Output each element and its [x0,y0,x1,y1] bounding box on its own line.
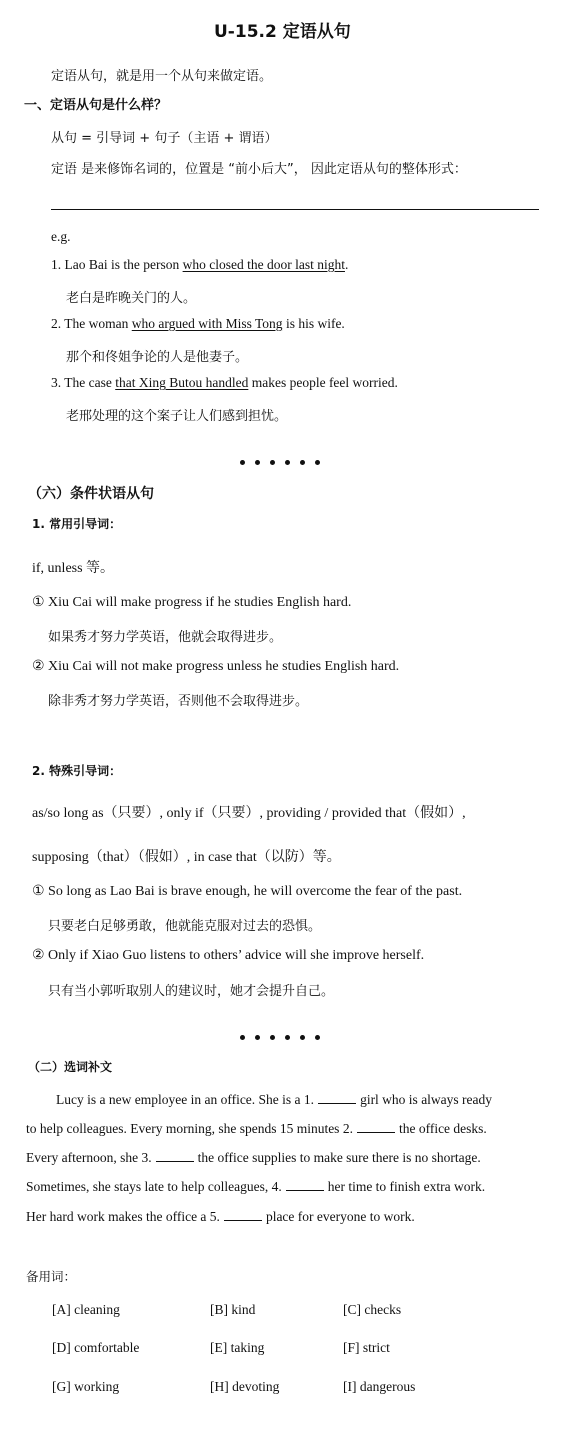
example-translation: 除非秀才努力学英语，否则他不会取得进步。 [48,694,309,709]
cloze-line [26,1178,485,1195]
separator-dot [255,460,260,465]
answer-line [51,209,539,210]
separator-dot [315,1035,320,1040]
example-translation: 只有当小郭听取别人的建议时，她才会提升自己。 [48,984,335,999]
example-pre: 2. The woman [51,316,132,331]
cloze-line [26,1208,415,1225]
cloze-text: Her hard work makes the office a 5. [26,1209,220,1224]
cloze-text: girl who is always ready [360,1092,493,1107]
cloze-text: her time to finish extra work. [327,1179,486,1194]
option-item: [C] checks [343,1302,402,1317]
separator-dot [315,460,320,465]
example-translation: 老白是昨晚关门的人。 [66,291,197,306]
option-item: [E] taking [210,1340,265,1355]
cloze-line [26,1120,487,1137]
cloze-blank[interactable] [224,1208,262,1221]
section-separator [240,1035,320,1040]
example-underlined-clause: who closed the door last night [182,257,345,272]
section-heading: （六）条件状语从句 [28,486,154,502]
example-underlined-clause: who argued with Miss Tong [131,316,283,331]
example-sentence: ① So long as Lao Bai is brave enough, he will overcome the fear of the past. [32,884,463,899]
formula-text: 从句 = 引导词 + 句子（主语 + 谓语） [51,131,278,146]
option-item: [I] dangerous [343,1379,416,1394]
subheading: 1. 常用引导词： [32,517,122,531]
cloze-text: place for everyone to work. [265,1209,415,1224]
cloze-line [56,1091,492,1108]
conjunction-list: supposing（that）（假如）, in case that（以防）等。 [32,850,341,865]
option-item: [F] strict [343,1340,390,1355]
example-sentence [51,257,348,273]
cloze-line [26,1149,481,1166]
separator-dot [240,460,245,465]
separator-dot [285,1035,290,1040]
cloze-blank[interactable] [318,1091,356,1104]
example-pre: 1. Lao Bai is the person [51,257,183,272]
cloze-text: Lucy is a new employee in an office. She is a 1. [56,1092,315,1107]
conjunction-list: as/so long as（只要）, only if（只要）, providing / provided that（假如）, [32,806,466,821]
option-item: [H] devoting [210,1379,280,1394]
page-title: U-15.2 定语从句 [214,22,351,42]
separator-dot [300,1035,305,1040]
example-sentence: ② Only if Xiao Guo listens to others’ advice will she improve herself. [32,948,425,963]
cloze-text: to help colleagues. Every morning, she spends 15 minutes 2. [26,1121,353,1136]
example-post: makes people feel worried. [248,375,398,390]
option-item: [D] comfortable [52,1340,140,1355]
separator-dot [240,1035,245,1040]
description-text: 定语 是来修饰名词的，位置是 “前小后大”， 因此定语从句的整体形式： [51,162,467,177]
cloze-text: Every afternoon, she 3. [26,1150,152,1165]
example-translation: 如果秀才努力学英语，他就会取得进步。 [48,630,283,645]
subheading: 2. 特殊引导词： [32,764,122,778]
cloze-blank[interactable] [156,1149,194,1162]
separator-dot [285,460,290,465]
cloze-text: the office desks. [398,1121,487,1136]
section-heading: 一、定语从句是什么样？ [24,98,168,113]
separator-dot [255,1035,260,1040]
cloze-blank[interactable] [286,1178,324,1191]
cloze-blank[interactable] [357,1120,395,1133]
separator-dot [300,460,305,465]
eg-label: e.g. [51,229,71,244]
separator-dot [270,460,275,465]
section-heading: （二）选词补文 [28,1060,113,1074]
example-translation: 老邢处理的这个案子让人们感到担忧。 [66,409,288,424]
section-separator [240,460,320,465]
option-item: [A] cleaning [52,1302,120,1317]
cloze-text: the office supplies to make sure there is no shortage. [197,1150,481,1165]
example-sentence [51,375,398,391]
cloze-text: Sometimes, she stays late to help colleagues, 4. [26,1179,282,1194]
example-translation: 只要老白足够勇敢，他就能克服对过去的恐惧。 [48,919,322,934]
example-pre: 3. The case [51,375,116,390]
example-sentence: ① Xiu Cai will make progress if he studies English hard. [32,595,352,610]
example-sentence: ② Xiu Cai will not make progress unless he studies English hard. [32,659,400,674]
example-sentence [51,316,345,332]
conjunction-list: if, unless 等。 [32,561,115,576]
separator-dot [270,1035,275,1040]
example-translation: 那个和佟姐争论的人是他妻子。 [66,350,249,365]
options-label: 备用词： [26,1269,77,1284]
intro-text: 定语从句，就是用一个从句来做定语。 [51,69,273,84]
example-post: is his wife. [282,316,345,331]
example-underlined-clause: that Xing Butou handled [115,375,249,390]
example-post: . [344,257,349,272]
option-item: [B] kind [210,1302,256,1317]
option-item: [G] working [52,1379,120,1394]
